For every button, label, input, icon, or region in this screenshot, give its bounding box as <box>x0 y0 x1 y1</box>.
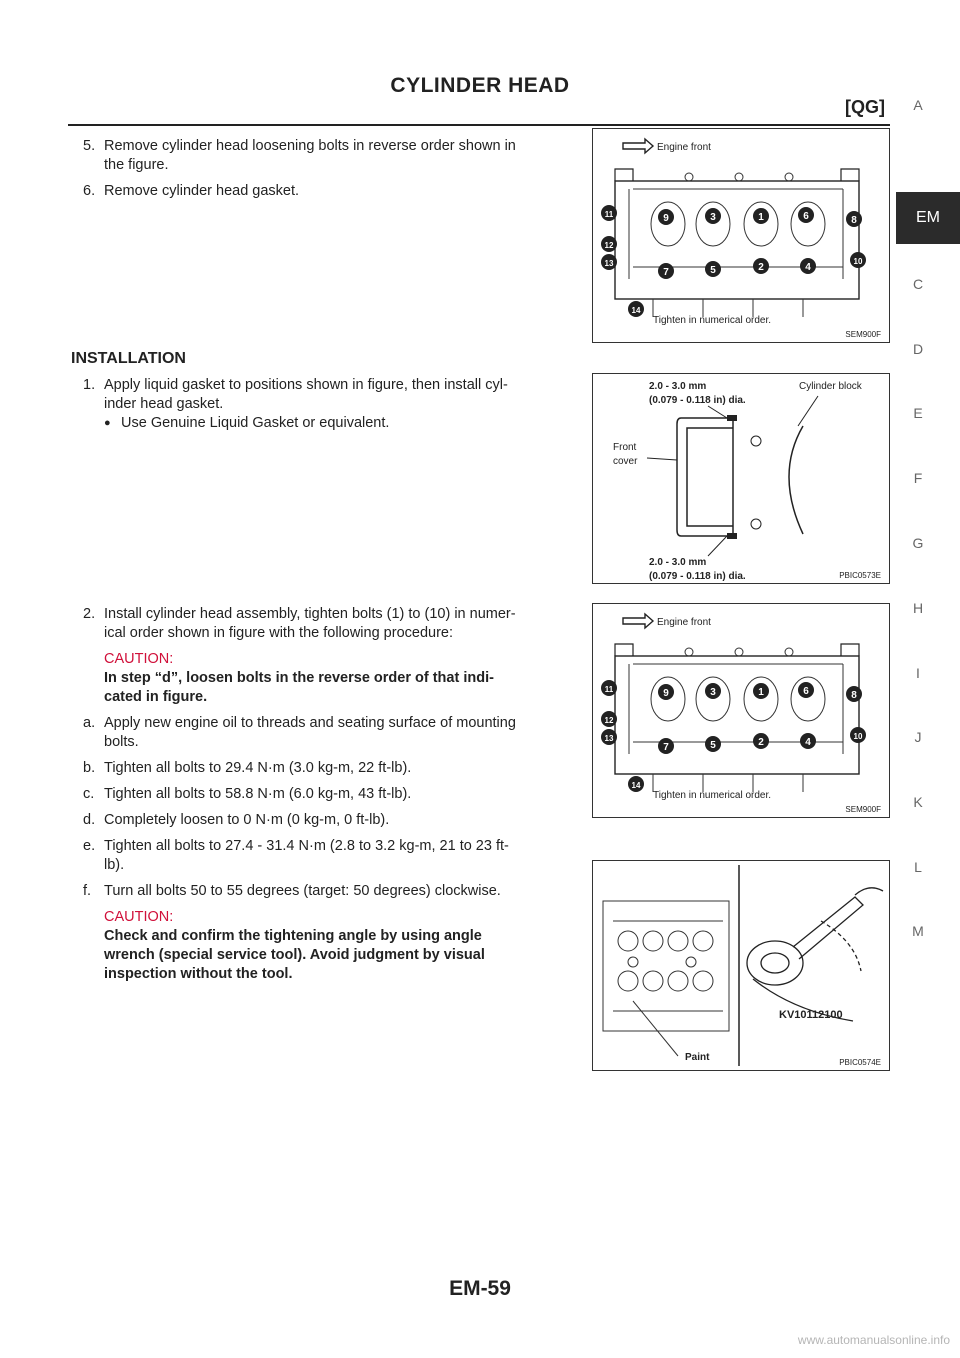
figure-cylinder-head-tighten-order <box>592 603 890 818</box>
bolt-label: 13 <box>604 259 614 268</box>
caution-text: cated in figure. <box>104 689 208 705</box>
bolt-label: 1 <box>758 687 764 698</box>
step-number: 6. <box>83 183 96 199</box>
bolt-label: 7 <box>663 267 669 278</box>
substep-text: Tighten all bolts to 58.8 N·m (6.0 kg-m, 43 ft-lb). <box>104 786 412 802</box>
caution-text: In step “d”, loosen bolts in the reverse order of that indi- <box>104 670 494 686</box>
index-letter-h[interactable]: H <box>912 600 924 616</box>
arrow-icon <box>623 614 653 628</box>
index-letter-l[interactable]: L <box>914 859 922 875</box>
bolt-label: 8 <box>851 690 857 701</box>
dim-bottom-line1: 2.0 - 3.0 mm <box>649 557 707 568</box>
index-tab-em-active[interactable]: EM <box>896 192 960 244</box>
bolt-label: 11 <box>604 685 614 694</box>
step-text: ical order shown in figure with the following procedure: <box>104 625 453 641</box>
index-letter-j[interactable]: J <box>914 729 922 745</box>
index-letter-d[interactable]: D <box>912 341 924 357</box>
dim-top-line2: (0.079 - 0.118 in) dia. <box>649 395 746 406</box>
cylinder-head-drawing <box>593 604 889 817</box>
paint-label: Paint <box>685 1052 710 1063</box>
figure-code: SEM900F <box>845 330 881 339</box>
header-rule <box>68 124 890 126</box>
bolt-label: 14 <box>631 306 641 315</box>
step-number: 5. <box>83 138 96 154</box>
figure-caption: Tighten in numerical order. <box>653 315 772 326</box>
cylinder-head-drawing <box>593 129 889 342</box>
bolt-label: 4 <box>805 262 811 273</box>
step-number: 2. <box>83 606 96 622</box>
index-letter-e[interactable]: E <box>913 405 923 421</box>
index-letter-c[interactable]: C <box>912 276 924 292</box>
page-title: CYLINDER HEAD <box>390 74 570 97</box>
bolt-label: 3 <box>710 687 716 698</box>
cylinder-block-label: Cylinder block <box>799 381 862 392</box>
substep-text: Tighten all bolts to 27.4 - 31.4 N·m (2.8 to 3.2 kg-m, 21 to 23 ft- <box>104 838 509 854</box>
caution-label: CAUTION: <box>104 651 174 667</box>
bolt-label: 14 <box>631 781 641 790</box>
section-heading: INSTALLATION <box>71 350 186 367</box>
substep-label: a. <box>83 715 96 731</box>
dim-top-line1: 2.0 - 3.0 mm <box>649 381 707 392</box>
bolt-label: 12 <box>604 241 614 250</box>
dim-bottom-line2: (0.079 - 0.118 in) dia. <box>649 571 746 582</box>
substep-text: Apply new engine oil to threads and seating surface of mounting <box>104 715 516 731</box>
gasket-drawing <box>593 374 889 583</box>
bolt-label: 13 <box>604 734 614 743</box>
substep-text: Turn all bolts 50 to 55 degrees (target: 50 degrees) clockwise. <box>104 883 501 899</box>
bolt-label: 2 <box>758 262 764 273</box>
bolt-label: 2 <box>758 737 764 748</box>
bolt-label: 6 <box>803 686 809 697</box>
bolt-label: 11 <box>604 210 614 219</box>
substep-label: b. <box>83 760 96 776</box>
bolt-label: 6 <box>803 211 809 222</box>
bolt-label: 8 <box>851 215 857 226</box>
figure-liquid-gasket-positions <box>592 373 890 584</box>
engine-front-label: Engine front <box>657 142 711 153</box>
angle-wrench-drawing <box>593 861 889 1070</box>
front-cover-label-2: cover <box>613 456 638 467</box>
bullet-text: Use Genuine Liquid Gasket or equivalent. <box>121 415 390 431</box>
figure-code: PBIC0573E <box>839 571 881 580</box>
bolt-label: 9 <box>663 688 669 699</box>
engine-front-label: Engine front <box>657 617 711 628</box>
bolt-label: 3 <box>710 212 716 223</box>
bolt-label: 10 <box>853 257 863 266</box>
index-letter-m[interactable]: M <box>912 923 924 939</box>
arrow-icon <box>623 139 653 153</box>
step-number: 1. <box>83 377 96 393</box>
index-letter-k[interactable]: K <box>913 794 923 810</box>
step-text: Remove cylinder head gasket. <box>104 183 300 199</box>
caution-text: inspection without the tool. <box>104 966 293 982</box>
figure-code: SEM900F <box>845 805 881 814</box>
bolt-label: 12 <box>604 716 614 725</box>
bolt-label: 9 <box>663 213 669 224</box>
step-text: inder head gasket. <box>104 396 224 412</box>
bolt-label: 5 <box>710 265 716 276</box>
index-letter-f[interactable]: F <box>913 470 923 486</box>
step-text: Install cylinder head assembly, tighten bolts (1) to (10) in numer- <box>104 606 516 622</box>
substep-label: e. <box>83 838 96 854</box>
figure-code: PBIC0574E <box>839 1058 881 1067</box>
figure-angle-wrench <box>592 860 890 1071</box>
bolt-label: 1 <box>758 212 764 223</box>
figure-caption: Tighten in numerical order. <box>653 790 772 801</box>
section-code: [QG] <box>845 97 885 117</box>
substep-label: c. <box>83 786 95 802</box>
substep-label: f. <box>83 883 92 899</box>
bolt-label: 10 <box>853 732 863 741</box>
substep-text: lb). <box>104 857 125 873</box>
caution-text: Check and confirm the tightening angle by using angle <box>104 928 482 944</box>
page-number: EM-59 <box>449 1277 511 1300</box>
index-letter-g[interactable]: G <box>912 535 924 551</box>
front-cover-label-1: Front <box>613 442 637 453</box>
step-text: the figure. <box>104 157 169 173</box>
tool-number: KV10112100 <box>779 1009 843 1021</box>
index-letter-i[interactable]: I <box>916 665 920 681</box>
substep-text: Completely loosen to 0 N·m (0 kg-m, 0 ft-lb). <box>104 812 390 828</box>
substep-text: bolts. <box>104 734 139 750</box>
bolt-label: 4 <box>805 737 811 748</box>
figure-cylinder-head-bolt-order <box>592 128 890 343</box>
step-text: Remove cylinder head loosening bolts in reverse order shown in <box>104 138 516 154</box>
bolt-label: 7 <box>663 742 669 753</box>
step-text: Apply liquid gasket to positions shown in figure, then install cyl- <box>104 377 508 393</box>
substep-label: d. <box>83 812 96 828</box>
caution-label: CAUTION: <box>104 909 174 925</box>
bolt-label: 5 <box>710 740 716 751</box>
bullet-icon: ● <box>104 417 111 429</box>
watermark: www.automanualsonline.info <box>797 1333 950 1347</box>
caution-text: wrench (special service tool). Avoid judgment by visual <box>104 947 485 963</box>
substep-text: Tighten all bolts to 29.4 N·m (3.0 kg-m, 22 ft-lb). <box>104 760 412 776</box>
index-letter-a[interactable]: A <box>913 97 923 113</box>
